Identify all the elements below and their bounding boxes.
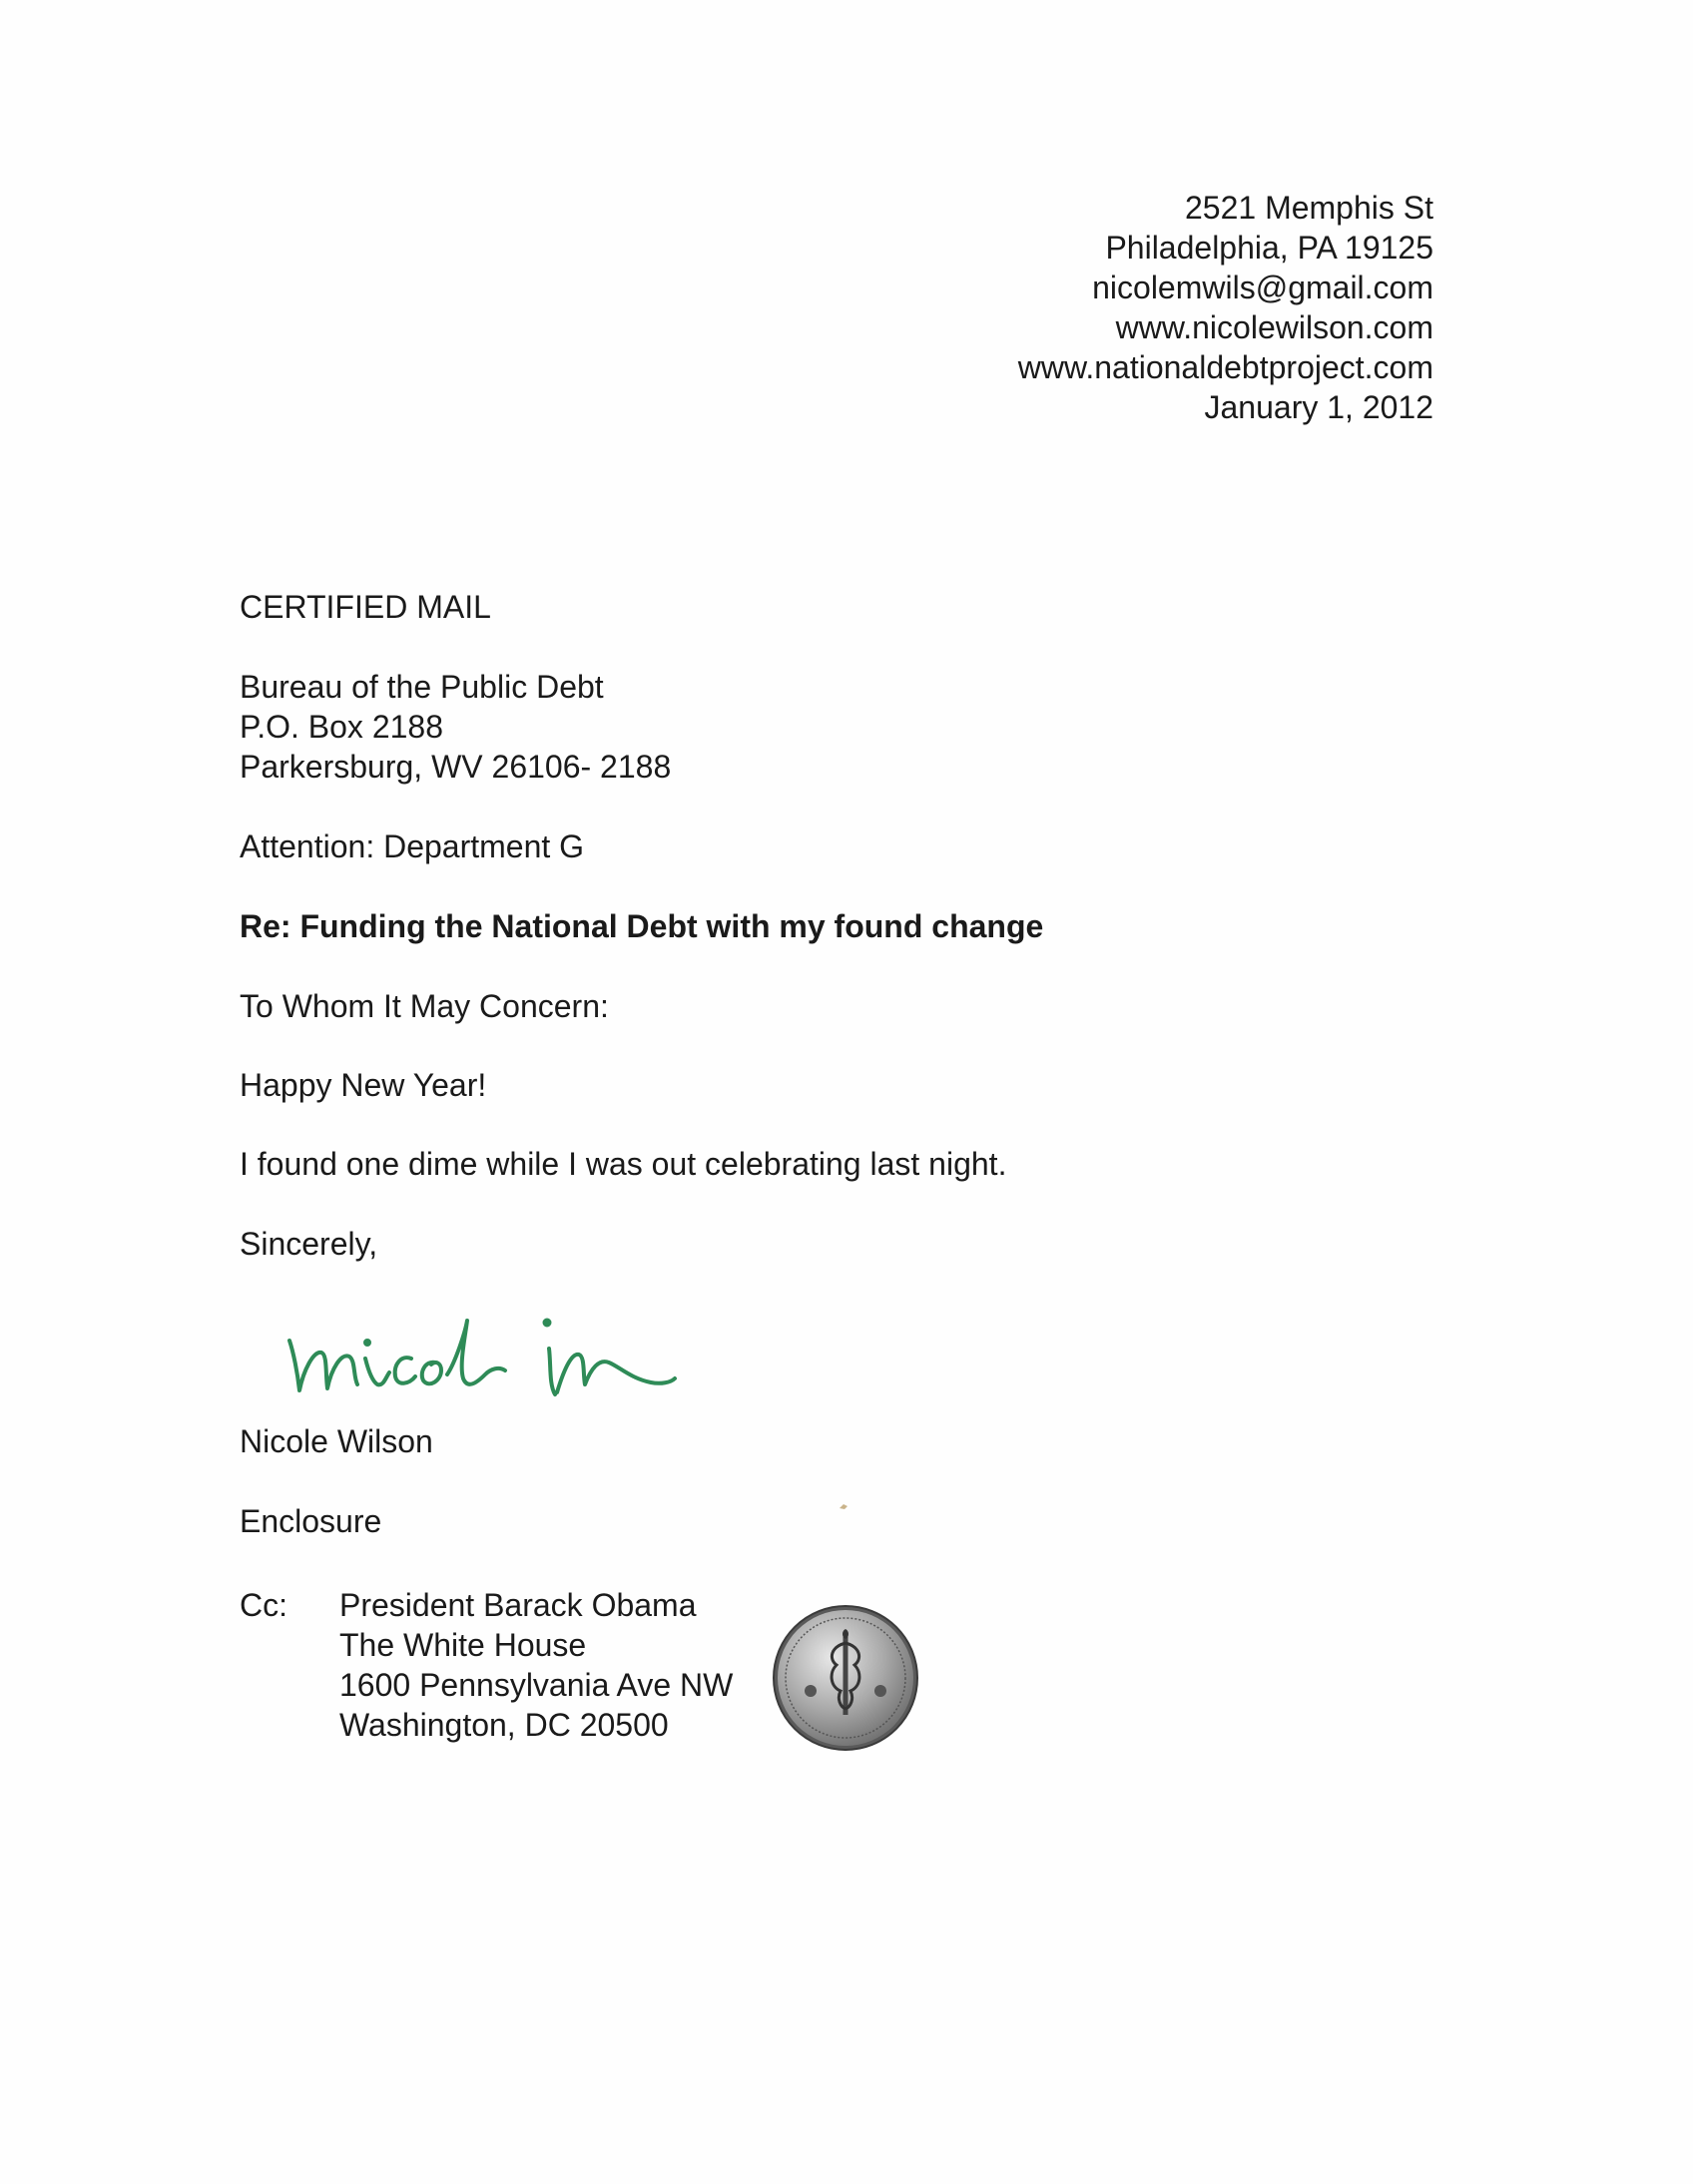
sender-city-line: Philadelphia, PA 19125 [1105,230,1433,266]
sender-website-secondary: www.nationaldebtproject.com [1017,349,1433,385]
closing: Sincerely, [240,1226,378,1262]
recipient-address-block [240,667,671,787]
cc-org: The White House [339,1627,587,1663]
cc-label: Cc: [240,1587,287,1623]
sender-address-block [1018,188,1433,427]
salutation: To Whom It May Concern: [240,988,609,1024]
paper-speck [839,1502,848,1510]
cc-address-block [339,1585,733,1745]
cc-street: 1600 Pennsylvania Ave NW [339,1667,734,1703]
dime-coin-icon [771,1603,920,1753]
greeting-line: Happy New Year! [240,1067,487,1103]
cc-city-line: Washington, DC 20500 [339,1707,669,1743]
recipient-city-line: Parkersburg, WV 26106- 2188 [240,749,672,785]
mail-type: CERTIFIED MAIL [240,589,491,625]
recipient-po-box: P.O. Box 2188 [240,709,443,745]
body-paragraph: I found one dime while I was out celebrating last night. [240,1146,1007,1182]
handwritten-signature [280,1293,679,1402]
sender-street: 2521 Memphis St [1184,190,1433,226]
letter-date: January 1, 2012 [1204,389,1433,425]
sender-website: www.nicolewilson.com [1115,309,1433,345]
recipient-name: Bureau of the Public Debt [240,669,604,705]
cc-name: President Barack Obama [339,1587,697,1623]
sender-email: nicolemwils@gmail.com [1092,270,1433,305]
signer-name: Nicole Wilson [240,1423,433,1459]
enclosure-notation: Enclosure [240,1503,382,1539]
subject-line: Re: Funding the National Debt with my found change [240,908,1044,944]
attention-line: Attention: Department G [240,828,585,864]
